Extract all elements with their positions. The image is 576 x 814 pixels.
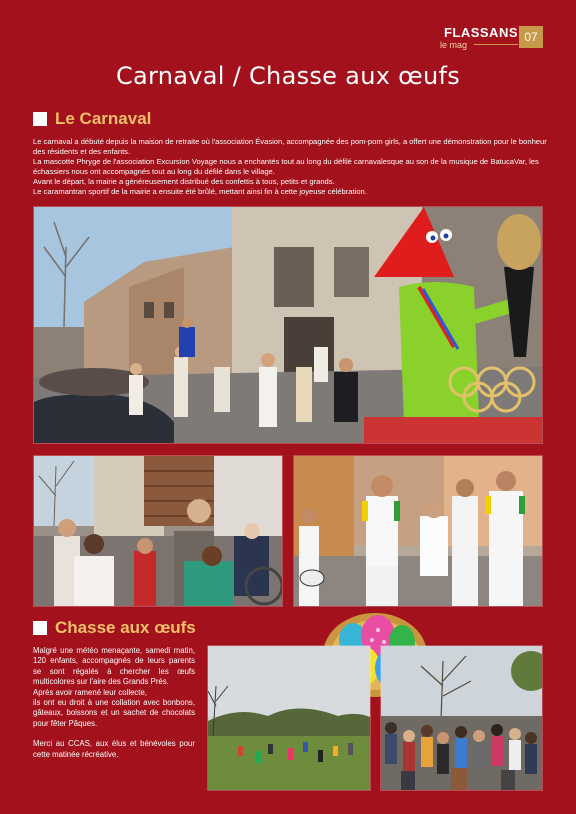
eggs-paragraph: Malgré une météo menaçante, samedi matin, 120 enfants, accompagnés de leurs parents se sont régalés à chercher les œufs multicolores sur l'aire des Grands Prés. [33, 646, 195, 687]
carnaval-paragraph: Le carnaval a débuté depuis la maison de retraite où l'association Évasion, accompagnée des pom-pom girls, a offert une démonstration pour le bonheur des résidents et des enfants. [33, 137, 547, 156]
batucada-photo [293, 455, 543, 607]
eggs-title: Chasse aux œufs [55, 618, 196, 637]
magazine-brand [440, 25, 518, 50]
square-bullet-icon [33, 112, 47, 126]
parade-photo [33, 206, 543, 444]
egg-hunt-crowd-photo [380, 645, 543, 791]
eggs-heading [33, 618, 196, 638]
carnaval-paragraph: Le caramantran sportif de la mairie a ensuite été brûlé, mettant ainsi fin à cette joyeuse célébration. [33, 187, 367, 196]
eggs-text [33, 646, 195, 760]
brand-name: FLASSANS [443, 25, 518, 40]
carnaval-text [33, 137, 548, 197]
page-number: 07 [519, 26, 543, 48]
carnaval-paragraph: Avant le départ, la mairie a généreusement distribué des confettis à tous, petits et grands. [33, 177, 335, 186]
brand-subtitle: le mag [440, 40, 468, 50]
retirement-home-photo [33, 455, 283, 607]
eggs-paragraph: Merci au CCAS, aux élus et bénévoles pour cette matinée récréative. [33, 739, 195, 759]
egg-hunt-field-photo [207, 645, 371, 791]
eggs-paragraph: ils ont eu droit à une collation avec bonbons, gâteaux, boissons et un sachet de chocolats pour fêter Pâques. [33, 698, 195, 728]
carnaval-paragraph: La mascotte Phryge de l'association Excursion Voyage nous a enchantés tout au long du défilé carnavalesque au son de la musique de BatucaVar, les échassiers nous ont accompagnés tout au long du défilé dans le village. [33, 157, 539, 176]
page-title: Carnaval / Chasse aux œufs [115, 62, 461, 90]
eggs-paragraph: Après avoir ramené leur collecte, [33, 687, 147, 697]
brand-divider [474, 44, 518, 45]
square-bullet-icon [33, 621, 47, 635]
carnaval-heading [33, 109, 151, 129]
carnaval-title: Le Carnaval [55, 109, 152, 128]
